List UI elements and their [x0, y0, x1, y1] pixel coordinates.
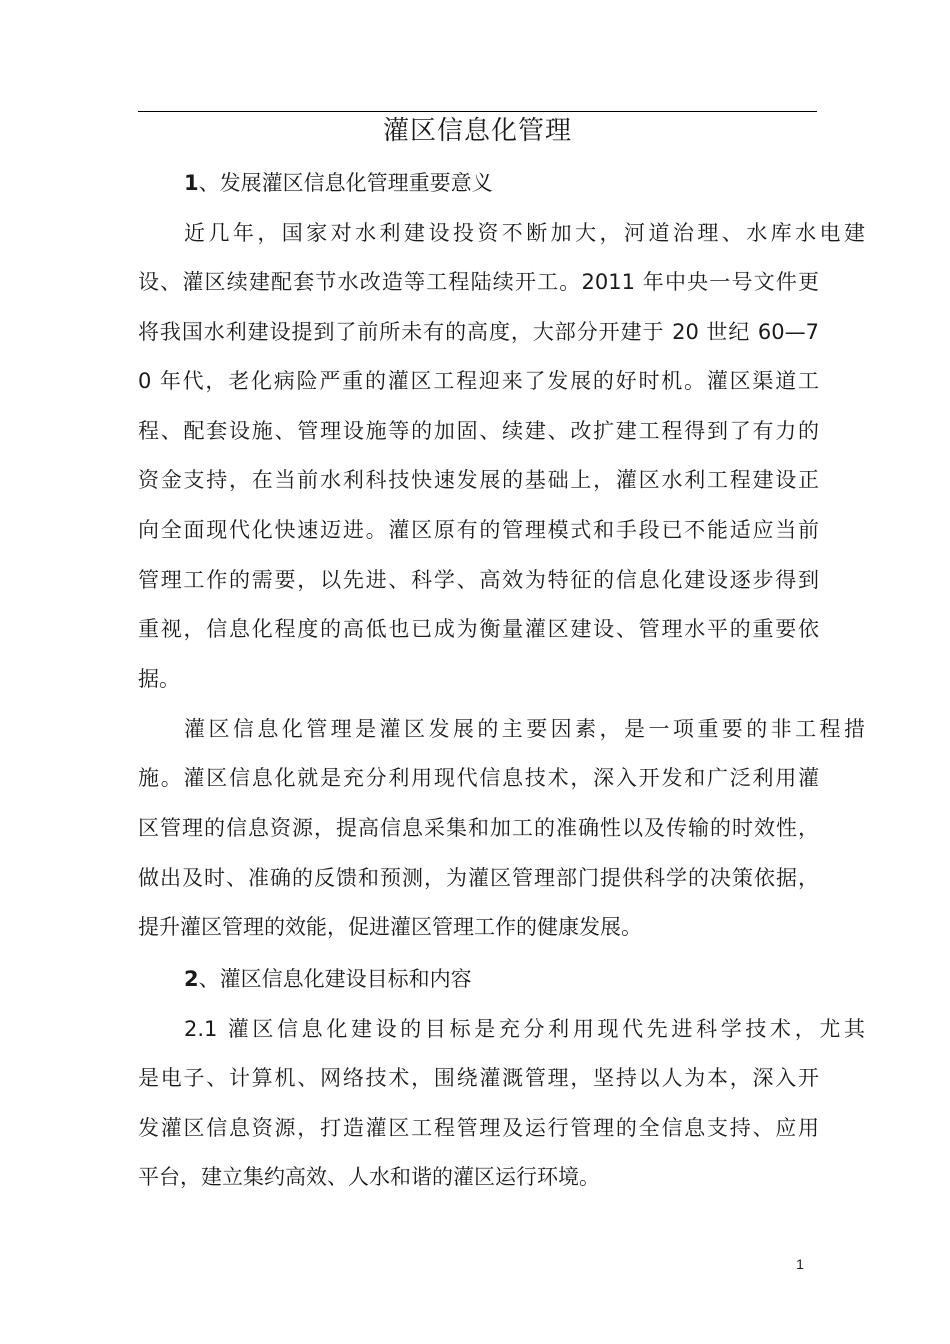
header-rule	[138, 111, 817, 112]
section-1-heading	[184, 169, 493, 197]
paragraph-line: 0 年代，老化病险严重的灌区工程迎来了发展的好时机。灌区渠道工	[138, 369, 819, 393]
section-1-heading-text: 、发展灌区信息化管理重要意义	[198, 171, 493, 195]
paragraph-line: 灌区信息化管理是灌区发展的主要因素，是一项重要的非工程措	[184, 717, 865, 741]
section-2-number: 2	[184, 967, 199, 991]
paragraph-line: 据。	[138, 667, 180, 691]
paragraph-line: 做出及时、准确的反馈和预测，为灌区管理部门提供科学的决策依据，	[138, 866, 819, 890]
paragraph-line: 是电子、计算机、网络技术，围绕灌溉管理，坚持以人为本，深入开	[138, 1066, 819, 1090]
paragraph-line: 区管理的信息资源，提高信息采集和加工的准确性以及传输的时效性，	[138, 816, 819, 840]
document-title: 灌区信息化管理	[382, 116, 572, 146]
section-2-heading	[184, 965, 472, 993]
paragraph-line: 发灌区信息资源，打造灌区工程管理及运行管理的全信息支持、应用	[138, 1116, 819, 1140]
paragraph-line: 2.1 灌区信息化建设的目标是充分利用现代先进科学技术，尤其	[184, 1017, 865, 1041]
paragraph-line: 平台，建立集约高效、人水和谐的灌区运行环境。	[138, 1165, 600, 1189]
paragraph-line: 设、灌区续建配套节水改造等工程陆续开工。2011 年中央一号文件更	[138, 270, 819, 294]
page-number: 1	[796, 1256, 804, 1272]
paragraph-line: 近几年，国家对水利建设投资不断加大，河道治理、水库水电建	[184, 221, 865, 245]
paragraph-line: 向全面现代化快速迈进。灌区原有的管理模式和手段已不能适应当前	[138, 518, 819, 542]
paragraph-line: 提升灌区管理的效能，促进灌区管理工作的健康发展。	[138, 915, 642, 939]
paragraph-line: 资金支持，在当前水利科技快速发展的基础上，灌区水利工程建设正	[138, 468, 819, 492]
paragraph-line: 将我国水利建设提到了前所未有的高度，大部分开建于 20 世纪 60—7	[138, 320, 819, 344]
section-1-number: 1	[184, 171, 199, 195]
paragraph-line: 程、配套设施、管理设施等的加固、续建、改扩建工程得到了有力的	[138, 419, 819, 443]
paragraph-line: 重视，信息化程度的高低也已成为衡量灌区建设、管理水平的重要依	[138, 617, 819, 641]
paragraph-line: 管理工作的需要，以先进、科学、高效为特征的信息化建设逐步得到	[138, 568, 819, 592]
section-2-heading-text: 、灌区信息化建设目标和内容	[198, 967, 472, 991]
paragraph-line: 施。灌区信息化就是充分利用现代信息技术，深入开发和广泛利用灌	[138, 766, 819, 790]
